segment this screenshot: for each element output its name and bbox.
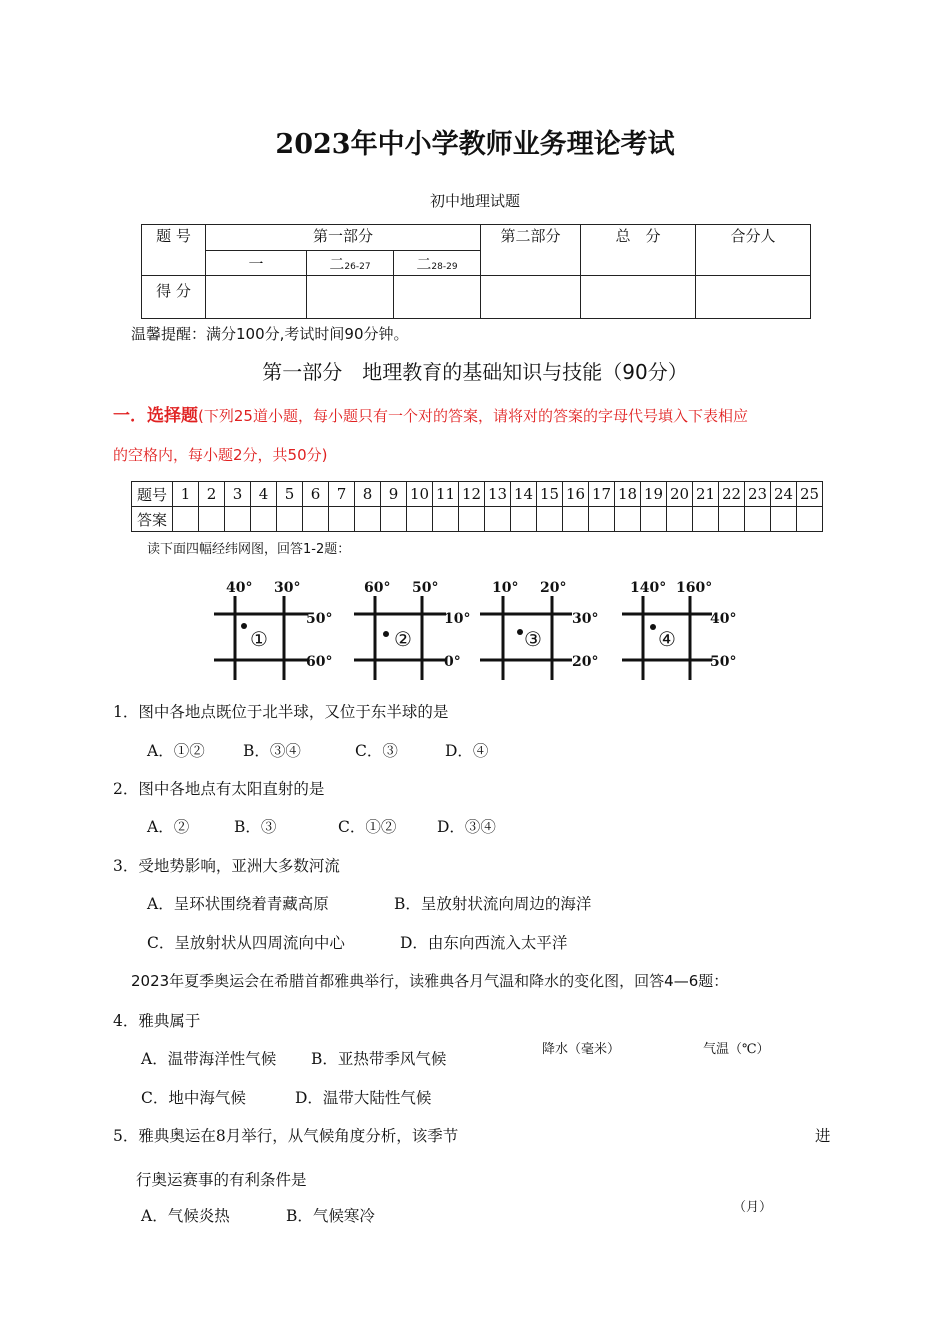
answer-cell-24[interactable]: [771, 507, 797, 532]
score-sub-two-b-label: 二: [416, 254, 432, 273]
grid-2-mark: ②: [394, 627, 412, 651]
q2-option-b: B．③: [234, 818, 277, 836]
answer-number-9: 9: [381, 482, 407, 507]
q4-option-b: B．亚热带季风气候: [311, 1050, 447, 1068]
q5-stem-tail: 进: [815, 1127, 831, 1145]
grid-1-top-right: 30°: [274, 580, 301, 596]
q5-option-a: A．气候炎热: [141, 1207, 230, 1225]
answer-number-12: 12: [459, 482, 485, 507]
chart-label-temp: 气温（℃）: [703, 1042, 770, 1057]
answer-cell-21[interactable]: [693, 507, 719, 532]
score-cell-one[interactable]: [206, 276, 307, 319]
chart-label-precip: 降水（毫米）: [542, 1042, 621, 1057]
grid-4-right-top: 40°: [710, 611, 737, 627]
q3-option-a: A．呈环状围绕着青藏高原: [147, 895, 329, 913]
answer-number-15: 15: [537, 482, 563, 507]
grid-2-right-top: 10°: [444, 611, 471, 627]
grid-3-right-top: 30°: [572, 611, 599, 627]
answer-cell-16[interactable]: [563, 507, 589, 532]
answer-number-25: 25: [797, 482, 823, 507]
q5-option-b: B．气候寒冷: [286, 1207, 375, 1225]
grid-4-right-bottom: 50°: [710, 654, 737, 670]
answer-number-8: 8: [355, 482, 381, 507]
answer-number-21: 21: [693, 482, 719, 507]
answer-cell-1[interactable]: [173, 507, 199, 532]
q2-option-c: C．①②: [338, 818, 397, 836]
answer-cell-17[interactable]: [589, 507, 615, 532]
answer-cell-9[interactable]: [381, 507, 407, 532]
q3-option-b: B．呈放射状流向周边的海洋: [394, 895, 592, 913]
grid-1-right-bottom: 60°: [306, 654, 333, 670]
answer-number-5: 5: [277, 482, 303, 507]
grid-3-mark: ③: [524, 627, 542, 651]
answer-cell-25[interactable]: [797, 507, 823, 532]
answer-cell-5[interactable]: [277, 507, 303, 532]
answer-cell-6[interactable]: [303, 507, 329, 532]
grid-1-right-top: 50°: [306, 611, 333, 627]
score-table: [141, 224, 811, 319]
grid-3-top-left: 10°: [492, 580, 519, 596]
q4-option-d: D．温带大陆性气候: [295, 1089, 432, 1107]
grid-1-top-left: 40°: [226, 580, 253, 596]
grid-3: [480, 580, 598, 680]
answer-cell-8[interactable]: [355, 507, 381, 532]
q5-stem: 5．雅典奥运在8月举行，从气候角度分析，该季节: [113, 1127, 459, 1145]
answer-number-13: 13: [485, 482, 511, 507]
answer-table: [131, 481, 823, 532]
q1-option-a: A．①②: [147, 742, 205, 760]
part1-heading: 第一部分 地理教育的基础知识与技能（90分）: [262, 360, 688, 384]
answer-cell-7[interactable]: [329, 507, 355, 532]
q2-option-d: D．③④: [437, 818, 496, 836]
score-sub-two-a-label: 二: [329, 254, 345, 273]
answer-number-3: 3: [225, 482, 251, 507]
answer-number-7: 7: [329, 482, 355, 507]
answer-cell-2[interactable]: [199, 507, 225, 532]
q4-option-a: A．温带海洋性气候: [141, 1050, 277, 1068]
answer-cell-3[interactable]: [225, 507, 251, 532]
grid-1-mark: ①: [250, 627, 268, 651]
answer-number-2: 2: [199, 482, 225, 507]
q1-stem: 1．图中各地点既位于北半球，又位于东半球的是: [113, 703, 449, 721]
score-sub-two-a: [307, 251, 394, 276]
score-cell-total[interactable]: [581, 276, 696, 319]
score-cell-two-b[interactable]: [394, 276, 481, 319]
q3-stem: 3．受地势影响，亚洲大多数河流: [113, 857, 340, 875]
chart-label-month: （月）: [733, 1200, 773, 1215]
q5-stem-line2: 行奥运赛事的有利条件是: [136, 1171, 307, 1189]
answer-cell-23[interactable]: [745, 507, 771, 532]
answer-number-16: 16: [563, 482, 589, 507]
section1-line2: 的空格内，每小题2分，共50分): [113, 446, 328, 464]
score-cell-part2[interactable]: [481, 276, 581, 319]
answer-cell-14[interactable]: [511, 507, 537, 532]
q1-option-b: B．③④: [243, 742, 301, 760]
page-title: 2023年中小学教师业务理论考试: [275, 129, 675, 160]
answer-cell-19[interactable]: [641, 507, 667, 532]
grid-2-top-right: 50°: [412, 580, 439, 596]
answer-cell-13[interactable]: [485, 507, 511, 532]
intro-q4-6: 2023年夏季奥运会在希腊首都雅典举行，读雅典各月气温和降水的变化图，回答4—6题：: [131, 972, 729, 990]
section1-head: 一．选择题: [113, 406, 198, 426]
section1-line1: (下列25道小题，每小题只有一个对的答案，请将对的答案的字母代号填入下表相应: [198, 407, 748, 425]
page-subtitle: 初中地理试题: [429, 192, 520, 210]
score-sub-two-b-range: 28-29: [431, 261, 458, 272]
answer-number-20: 20: [667, 482, 693, 507]
answer-cell-4[interactable]: [251, 507, 277, 532]
grid-3-right-bottom: 20°: [572, 654, 599, 670]
answer-number-24: 24: [771, 482, 797, 507]
q4-stem: 4．雅典属于: [113, 1012, 201, 1030]
exam-tip: 温馨提醒：满分100分,考试时间90分钟。: [131, 325, 409, 343]
score-row-label: 得 分: [142, 276, 206, 319]
score-header-part1: 第一部分: [206, 225, 481, 251]
grid-3-top-right: 20°: [540, 580, 567, 596]
score-sub-two-a-range: 26-27: [344, 261, 371, 272]
grid-4-top-right: 160°: [676, 580, 713, 596]
answer-number-11: 11: [433, 482, 459, 507]
grid-2-top-left: 60°: [364, 580, 391, 596]
answer-row-answer-label: 答案: [132, 507, 173, 532]
answer-number-6: 6: [303, 482, 329, 507]
q2-stem: 2．图中各地点有太阳直射的是: [113, 780, 325, 798]
grid-4-top-left: 140°: [630, 580, 667, 596]
answer-cell-12[interactable]: [459, 507, 485, 532]
grid-1: [214, 580, 332, 680]
read-prompt: 读下面四幅经纬网图，回答1-2题：: [147, 542, 351, 557]
q2-option-a: A．②: [147, 818, 190, 836]
score-sub-two-b: [394, 251, 481, 276]
score-cell-two-a[interactable]: [307, 276, 394, 319]
grid-4-mark: ④: [658, 627, 676, 651]
q4-option-c: C．地中海气候: [141, 1089, 246, 1107]
grid-2: [354, 580, 470, 680]
score-cell-checker[interactable]: [696, 276, 811, 319]
q3-option-c: C．呈放射状从四周流向中心: [147, 934, 345, 952]
answer-number-14: 14: [511, 482, 537, 507]
answer-number-19: 19: [641, 482, 667, 507]
score-header-total: 总 分: [581, 225, 696, 276]
q3-option-d: D．由东向西流入太平洋: [400, 934, 568, 952]
answer-number-22: 22: [719, 482, 745, 507]
score-header-part2: 第二部分: [481, 225, 581, 276]
answer-cell-22[interactable]: [719, 507, 745, 532]
answer-number-18: 18: [615, 482, 641, 507]
answer-cell-20[interactable]: [667, 507, 693, 532]
answer-number-4: 4: [251, 482, 277, 507]
q1-option-c: C．③: [355, 742, 398, 760]
score-header-checker: 合分人: [696, 225, 811, 276]
grid-4: [622, 580, 736, 680]
grid-2-right-bottom: 0°: [444, 654, 461, 670]
answer-cell-11[interactable]: [433, 507, 459, 532]
score-sub-one: 一: [206, 251, 307, 276]
answer-cell-18[interactable]: [615, 507, 641, 532]
score-header-number: 题 号: [142, 225, 206, 276]
answer-number-17: 17: [589, 482, 615, 507]
answer-number-23: 23: [745, 482, 771, 507]
q1-option-d: D．④: [445, 742, 489, 760]
section1-instruction-line1: [113, 401, 748, 426]
answer-cell-15[interactable]: [537, 507, 563, 532]
answer-cell-10[interactable]: [407, 507, 433, 532]
answer-number-10: 10: [407, 482, 433, 507]
answer-row-number-label: 题号: [132, 482, 173, 507]
lat-long-grids: [200, 570, 760, 690]
answer-number-1: 1: [173, 482, 199, 507]
